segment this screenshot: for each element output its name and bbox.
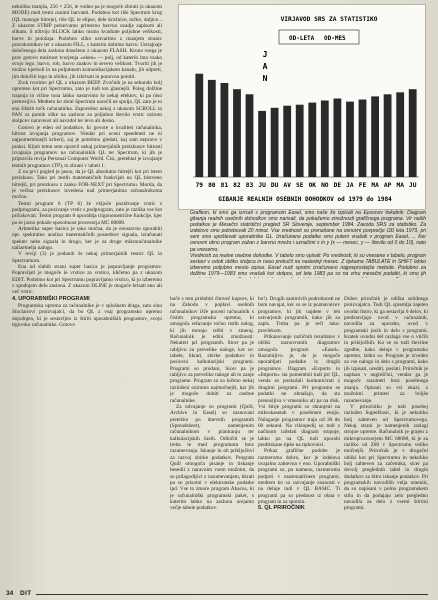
footer-rule: [36, 594, 428, 595]
chart-caption: [190, 210, 426, 278]
text-column-4: [344, 296, 428, 586]
bar: [195, 74, 203, 177]
x-tick-label: NO: [321, 182, 329, 189]
paragraph: Dober priročnik je odlika solidnega proizvajalca. Tudi QL spremlja zajeten uvodni listov, ki ga sestavlja 6 delov, ki predstavljajo uvod v računalnik, navodila za uporabo, uvod v programski jezik in delo s programi. Kratek uvodni del razlaga vse o vtičih in priključkih. Ko se so tudi številne zgodbe, kako deluje v programsko opremo, lahko so. Program je izveden za vse nalogo in delo s programi, kako jih izpisati, urediti, poslati. Priročnik je napisan v angleščini, vendar ga je mogoče razumeti brez posebnega znanja. Opisani so vsi ukazi, z možnimi primeri za boljše razumevanje.: [344, 296, 428, 404]
x-tick-label: JU: [258, 182, 266, 189]
paragraph: Za odvajanje so programi (Quill, Archive in Easel) so zasnovani pretežno po dnevnih programih (Spreadsheet), namenjenim računalnikom v planiranju ter kalkulacijskih časih. Odločiti se je treba le med programom brez razumevanja. Iskanje in ob priključitvi za razvoj zbirke podatkov. Program Quill omogoča pisanje in tiskanje besedil z naravnim vsem možnim, da so prilagodljivi z razumevanjem, hkrati pa so prisotni v elektronske podatke ipd. Vse to zmore program Abacus, ki je računalniški programski paket, s katerim lahko na zaslonu urejamo večje tabele podatkov.: [170, 403, 254, 512]
bar: [384, 94, 392, 177]
paragraph: nekoliko manjša, 256 × 256, le vodno pa je mogoče zbirati (z ukazom MODE) med tremi osnimi barvami. Podobno kot rišе Spectrum krog (QL manoge hitreje), riše QL le elipse, dele krožnice, točke, daljice... Z ukazom STRIP pobarvamo primerno barvno ozadje zapisom ali slikam. S tržtvijo BLOCK lahko nismo kvadrate poljubne velikosti, barve in položaja. Podobno sliko ustvarimo z risanjem stranic pravokotnikov ter z ukazom FILL, s katerim dobimo barvo. Ustrajnaje dolečenega dela zaslona doseženo z ukazom FLASH. Krona vsega je prav gotovo možnost tvorjenja »oken« — polj, od katerih ima vsako svojo lego, barvo, rob, barvo znakov in severo velikost. Tvoriti jih je možno kjerkoli in na poljubnem komunikacijskem kanalu, jih odpreti, jim določiti lego in obliko, jih izbrisati in ponovno polniti.: [12, 4, 162, 80]
bar-chart-printout: [178, 4, 426, 210]
bar: [221, 83, 229, 177]
x-tick-label: AP: [383, 182, 392, 189]
text-column-2: [170, 296, 254, 586]
bars-group: [193, 74, 419, 177]
x-tick-label: OK: [308, 182, 317, 189]
x-tick-label: 79: [195, 182, 204, 189]
page-number: 34: [6, 590, 14, 597]
x-tick-label: MA: [396, 182, 404, 189]
bar: [321, 101, 329, 178]
x-tick-label: FE: [358, 182, 367, 189]
bar: [296, 105, 304, 177]
bar: [283, 106, 291, 177]
side-label-letter: A: [262, 62, 268, 71]
x-tick-label: 81: [220, 182, 229, 189]
section-heading: 5. QL PRIROČNIK: [258, 505, 305, 512]
chart-title: VIRJAVOD SRS ZA STATISTIKO: [280, 16, 378, 23]
x-tick-label: DU: [270, 182, 279, 189]
x-axis-label: GIBANJE REALNIH OSEBNIH DOHODKOV od 1979 do 1984: [218, 196, 392, 203]
x-tick-label: MA: [371, 182, 379, 189]
x-tick-label: 82: [233, 182, 241, 189]
x-tick-label: 83: [245, 182, 254, 189]
paragraph: V priročniku je tudi posebej razložen SuperBasic, ki je nekoliko bolj zahteven od Spectrumovega. Nekaj strani je namenjenih razlagi strojne opreme. Računalnik je grajen z mikroprocesorjem MC 68008, ki je za razliko od Z80 v Spectrumu veliko močnejši. Priročnik je v drugačni obliki kot pri Spectrumu in nekoliko bolj zahteven za začetnika, sicer pa dovolj preglednih tabel in drugih dodatkov za hitro iskanje podatkov. Pri programskih navodilih velja omeniti, da so napisani v polno programskem stilu in da podajajo zelo pregledno navodila za delo z vsemi štirimi programi.: [344, 403, 428, 512]
bar: [371, 96, 379, 177]
x-tick-label: DE: [333, 182, 342, 189]
chart-svg: [179, 5, 425, 209]
paragraph: Zrok tvorimo pri QL z ukazom BEEP. Zvočnik je na sekundo bolj opremen kot pri Spectrumu, zato je tudi ton glasnejši. Poleg dolžine trajanja in višine tona lahko nastavimo še nekaj efektov, ki pa niso pretresljivi. Medtem ko zbral Spectrum naročil ne spolja, QL zato je to ena šibkih točk računalnika. Zaporedno nekaj z ukazom SCROLL in PAN za pomik slike na zaslonu za poljubno število vrstic ozirom stolpcev naravnost ali navzdol ter levo ali desno.: [12, 80, 162, 125]
bar: [233, 89, 241, 177]
text-column-3: [258, 296, 340, 586]
x-tick-label: JA: [346, 182, 354, 189]
page-footer: [0, 589, 438, 600]
bar: [359, 100, 367, 178]
side-label: [263, 50, 268, 83]
bar: [334, 99, 342, 178]
paragraph: Z na prvi pogled je jasno, da je QL absolutno hitrejši kot pri istem preizkusu. Tako pri testih matematičnih funkcijah na QL bistveno hitrejši, pri preizkusu z zanko FOR-NEXT pri Spectrumu. Morda, da je večina preizkusov izvedena nad primerjanima računalnikoma močno.: [12, 168, 162, 201]
bar: [308, 103, 316, 177]
section-heading: 4. UPORABNIŠKI PROGRAMI: [12, 295, 90, 302]
paragraph: hoče s tem pridobiti čimveč kupcev, ki na Zahodu v poplavi osebnih računalnikov išče poceni računalnik s čistim programsko opremo, ki omogoča rešavanje točno tistih nalog, ki jih morajo rešiti v zmeraj. Računalnik je edini zmožnosti: Nekateri pri programih. Sicer pa je rabljivo za prevelike naloge, kot so: tabele, hkrati, zbirke podatkov in poslovni kalkulacijski programi. Programi so prodani, Sicer pa je rabljivo za prevelike naloge ali to zanje programe. Program so so ločeno nekaj razloženi oziroma najmočnejši, kar jih je mogoče dobiti za osebne računalnike.: [170, 296, 254, 404]
x-tick-label: 80: [208, 182, 216, 189]
bar: [409, 89, 417, 177]
x-tick-label: AV: [283, 182, 291, 189]
paragraph: Prikazovanje različnih rezultatov v obliki raznovrstnih diagramov omogoča program »Easel«. Razumljivo je, da je mogoče uporabljati podatke iz drugih programov. Diagram »Exports in »Imports« sta pomembni tudi pri QL, venda so poskušali komunicirati z drugimi programi. Pri programu se podatki ne obnašajo, da sta prenosljiva v vmesniku ali pa na disk. Vsi štirje programi so shranjeni na mikrokasetah v posebnem etuiju. Nalaganje programov traja od 30 do 60 sekund. Na ciklopedij so tudi z načinom izdelati diagram stopnje, lahko pa na QL tudi uporabi predtiskane tipke na tipkovnici.: [258, 334, 340, 448]
bar: [246, 94, 254, 177]
paragraph: Prikaz grafične podobe je razmeroma dobro, ker je izdelava uvajalno zahtevna v eno. Uporabniški programi so, po namenu, razmeroma podprti v matematičnem programi, medtem ko so razvajanje znanosti v na deluje tudi v QL BASIC. Ti programi pa so prednost iz okna v program in za spomin.: [258, 448, 340, 505]
paragraph: Ena od slabih strani super basica je popravljanje programov. Popravljati je mogoče le vrstice za vrstico, kličemo pa z ukazom EDIT. Podobno kot pri Spectrumu popravljamo vrstico, ki jo izberemo v spodnjem delu zaslona. Z ukazom DLINE je mogoče brisati eno ali več vrstic.: [12, 264, 162, 296]
paragraph: Programska oprema za računalnike je v splošnem draga, zato sinu Sinclairovi proizvajalci, da bo QL z vsaj programsko opremo dopolnjen, ki je sestavljen iz štirih uporabniških programov, svojo trgovsko računalnike. Gotovo: [12, 302, 162, 328]
bar: [271, 108, 279, 177]
side-label-letter: N: [262, 74, 268, 83]
paragraph: Arimetika super basica je tako močna, da je enostavno uporabiti npr. spektralno analizo matematičnih posnetkov signala, izračunati spekter neke signala in drugo, ker je za druge mikroračunalnike nalizemelja nalogo.: [12, 226, 162, 252]
legend-entry: OD-LETA: [289, 35, 315, 42]
caption-text: Grafikon, ki smo ga izrisali s programom Easel, smo naše že izpisali na Epsonov tiskalnik: Diagram gibanja realnih osebnih dohodkov smo narisali, da pokažemo zmožnosti grafičnega programa. Vir naših podatkov je Mesečni statistični pregled SR Slovenije, september 1984. Zavoda SRS za statistiko. Za izdelovo smo potrebovali 20 minut. Vse vrednosti so prenašane na osnovni povprečje OD leta 1979, pri sem smo upoštevali uporabnike GL. Izračunane podatke smo potem vnašali v program Easel, ... Ker osnovni okno program zažan z barvno mrežo i označimi x in y (x — mesec, y — število od 0 do 10), nato pa vnesemo.: [190, 210, 426, 253]
paragraph: Gotovo je eden od podatkov, ki govore o kvaliteti računalnika, hitrost izvajanja programov. Vendar pri oceni speedmeti ne ni najpomembnejši kriterij, saj je potrebno gledati, kaj sam nepravo v praksi. Kljub temu sem opravil nekaj primerjalnih preizkusov hitrosti izvajanja programov na računalnikih QL ter Spectrum, ki jih je pripravila revija Personal Computer World. Čisi, pretehtal je izvajanje testnih programov (TP), to zbrani v tabeli 1.: [12, 124, 162, 169]
x-tick-label: JU: [408, 182, 417, 189]
left-text-column: [12, 4, 162, 589]
bar: [346, 102, 354, 177]
paragraph: bo!). Drugih zanimivih podrobnosti ne bom navajal, ker so se iz poznavalcev programov, ki jih najdete v teh ustvarjenih programih, kako jih za zapis. Treba pa je reči tako: pravlekom.: [258, 296, 340, 334]
legend-entry: OD-MES: [324, 35, 346, 42]
side-label-letter: J: [262, 50, 268, 59]
bar: [396, 92, 404, 177]
paragraph: V reviji (3) je podanih še nekaj primerjalnih testov QL in Spectrumom.: [12, 251, 162, 264]
bar: [258, 111, 266, 177]
caption-text: Vrednosti za realne osebne dohodke. V tabelo smo vpisali: Po vrednosti, ki so vnesene v tabelo, program sestavi v celoti obliko stolpca in naso prekučil na naslednji mesec. Z tipkama TABULATE in SHIFT lahko izberemo poljubno mesto izpisa. Easel nudi sprotni izračunano najpreprostejše metode. Podobno za dolžine 1979—1983 smo vnašali kot stolpce, od leta 1983 pa so na vrhu mesečni podatki, ki smo jih: [190, 252, 426, 277]
magazine-brand: DIT: [20, 590, 32, 597]
paragraph: Testni program 6 (TP 6) že vključe pozidvanje vrstic s podprogrami, za pozivanje vrstic s podprogram, zato je razlika vse kot pričakovati. Testni program 8 uporablja trigonometrične funkcije, kjer pa se jasno pokaže sposobnost procesorja MC 68008.: [12, 200, 162, 226]
x-tick-labels: [196, 182, 417, 189]
bar: [208, 80, 216, 177]
x-tick-label: SE: [295, 182, 304, 189]
